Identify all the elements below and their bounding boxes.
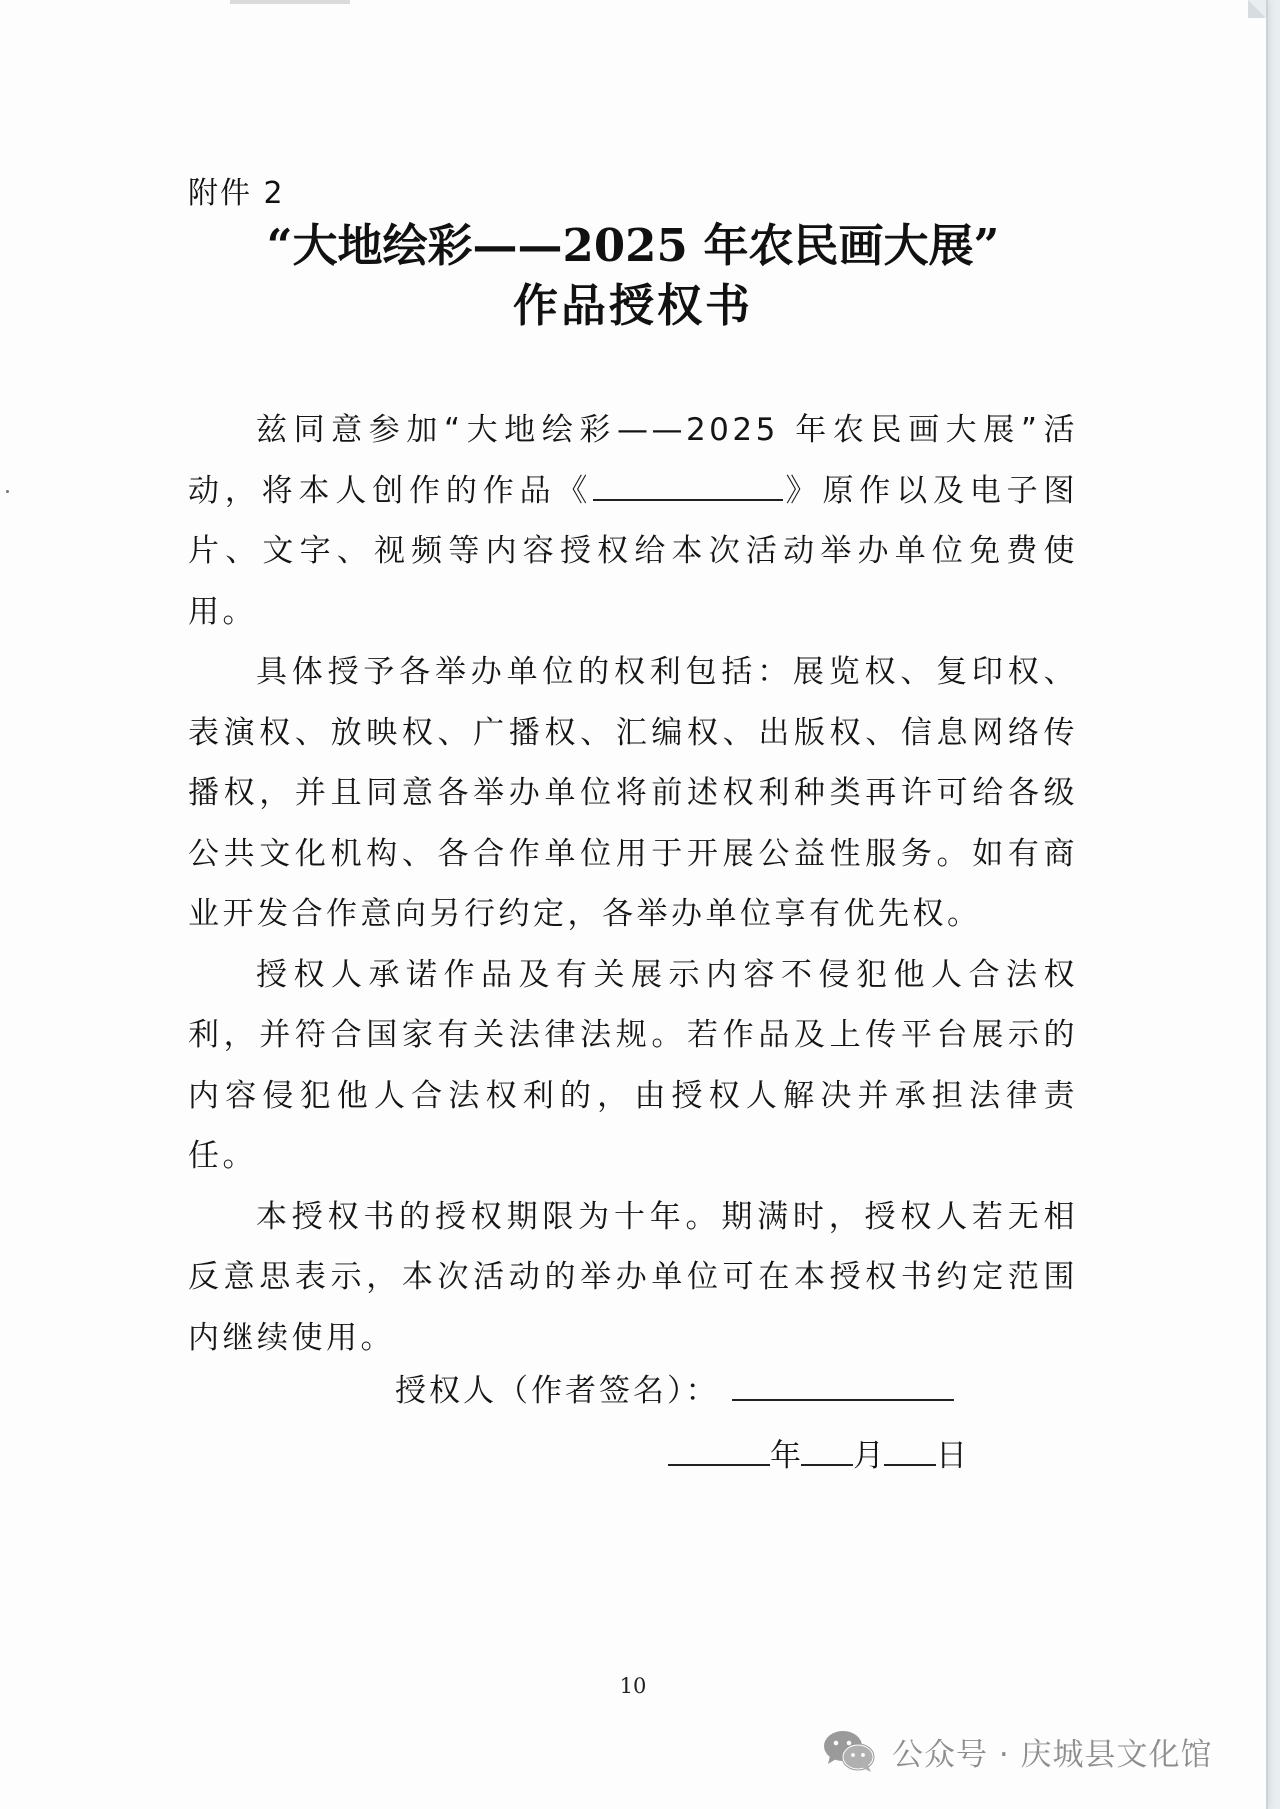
month-blank[interactable] — [801, 1436, 853, 1466]
document-body — [188, 400, 1078, 1368]
watermark — [822, 1728, 1213, 1774]
date-row — [668, 1430, 967, 1475]
year-blank[interactable] — [668, 1436, 770, 1466]
paragraph-consent-part1: 兹同意参加“大地绘彩——2025 年农民画大展”活动，将本人创作的作品《 — [188, 412, 1078, 509]
watermark-text: 公众号 · 庆城县文化馆 — [892, 1736, 1213, 1773]
paragraph-consent-part2: 》原作以及电子图片、文字、视频等内容授权给本次活动举办单位免费使用。 — [188, 472, 1079, 630]
paragraph-consent — [188, 400, 1078, 642]
attachment-label: 附件 2 — [188, 176, 285, 211]
wechat-icon — [822, 1728, 876, 1774]
title-line-2: 作品授权书 — [512, 279, 753, 332]
title-line-1: “大地绘彩——2025 年农民画大展” — [266, 219, 1000, 272]
day-label: 日 — [936, 1438, 967, 1474]
scan-shadow — [230, 0, 350, 4]
signature-label: 授权人（作者签名）： — [395, 1373, 720, 1409]
paragraph-term: 本授权书的授权期限为十年。期满时，授权人若无相反意思表示，本次活动的举办单位可在本授权书约定范围内继续使用。 — [188, 1198, 1078, 1356]
page-number: 10 — [619, 1674, 647, 1698]
paragraph-commitment: 授权人承诺作品及有关展示内容不侵犯他人合法权利，并符合国家有关法律法规。若作品及上传平台展示的内容侵犯他人合法权利的，由授权人解决并承担法律责任。 — [188, 956, 1078, 1174]
scan-speck — [6, 490, 9, 493]
paragraph-rights: 具体授予各举办单位的权利包括：展览权、复印权、表演权、放映权、广播权、汇编权、出版权、信息网络传播权，并且同意各举办单位将前述权利种类再许可给各级公共文化机构、各合作单位用于开展公益性服务。如有商业开发合作意向另行约定，各举办单位享有优先权。 — [188, 654, 1078, 932]
day-blank[interactable] — [884, 1436, 936, 1466]
page-corner — [1248, 0, 1266, 18]
year-label: 年 — [770, 1438, 801, 1474]
signature-blank[interactable] — [732, 1371, 954, 1401]
artwork-title-blank[interactable] — [593, 473, 783, 501]
signature-row — [395, 1365, 954, 1410]
month-label: 月 — [853, 1438, 884, 1474]
